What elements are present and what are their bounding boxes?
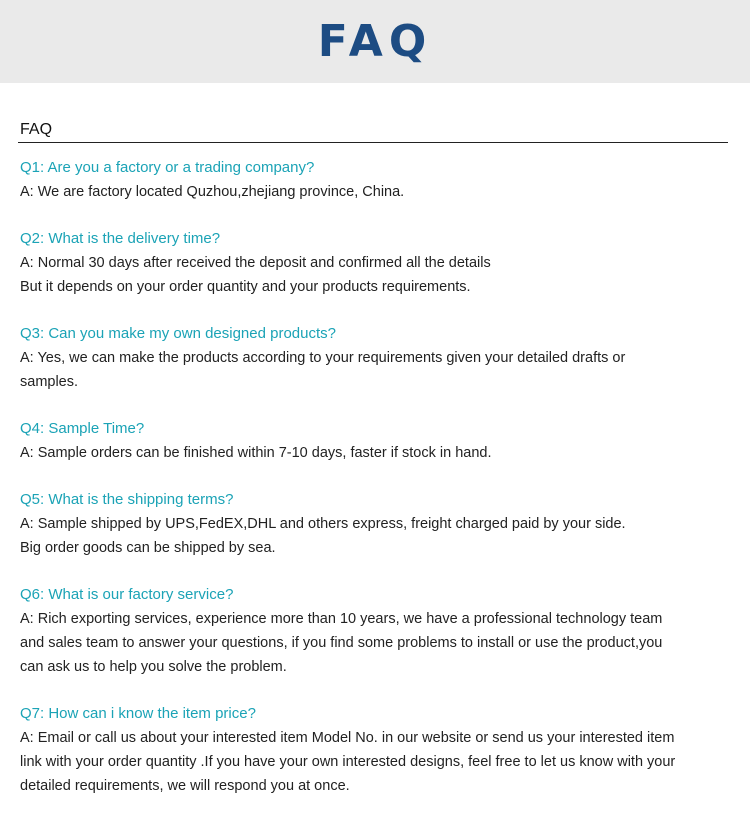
faq-answer-line: A: Yes, we can make the products according to your requirements given your detailed drafts or <box>20 350 626 366</box>
faq-answer-line: link with your order quantity .If you have your own interested designs, feel free to let us know with your <box>20 754 676 770</box>
section-title: FAQ <box>20 121 53 138</box>
faq-answer-line: A: Rich exporting services, experience more than 10 years, we have a professional technology team <box>20 611 663 627</box>
faq-item-5 <box>20 488 736 560</box>
faq-question: Q3: Can you make my own designed products? <box>20 325 337 342</box>
faq-answer-line: can ask us to help you solve the problem. <box>20 659 287 675</box>
faq-item-3 <box>20 322 736 394</box>
faq-item-1 <box>20 156 736 204</box>
faq-question: Q7: How can i know the item price? <box>20 705 256 722</box>
faq-question: Q1: Are you a factory or a trading company? <box>20 159 315 176</box>
faq-answer-line: detailed requirements, we will respond you at once. <box>20 778 350 794</box>
faq-item-7 <box>20 702 736 798</box>
banner-title: FAQ <box>317 16 433 67</box>
faq-answer-line: and sales team to answer your questions, if you find some problems to install or use the product,you <box>20 635 663 651</box>
section-divider <box>18 142 728 143</box>
faq-question: Q4: Sample Time? <box>20 420 145 437</box>
faq-answer-line: But it depends on your order quantity and your products requirements. <box>20 279 471 295</box>
faq-answer-line: A: Normal 30 days after received the deposit and confirmed all the details <box>20 255 491 271</box>
faq-item-6 <box>20 583 736 679</box>
faq-banner <box>0 0 750 83</box>
faq-answer-line: Big order goods can be shipped by sea. <box>20 540 276 556</box>
faq-item-4 <box>20 417 736 465</box>
faq-answer-line: A: We are factory located Quzhou,zhejiang province, China. <box>20 184 405 200</box>
faq-question: Q5: What is the shipping terms? <box>20 491 234 508</box>
faq-answer-line: A: Sample shipped by UPS,FedEX,DHL and others express, freight charged paid by your side. <box>20 516 626 532</box>
faq-question: Q6: What is our factory service? <box>20 586 234 603</box>
faq-answer-line: samples. <box>20 374 79 390</box>
faq-list <box>20 156 736 821</box>
faq-answer-line: A: Sample orders can be finished within 7-10 days, faster if stock in hand. <box>20 445 492 461</box>
faq-item-2 <box>20 227 736 299</box>
faq-answer-line: A: Email or call us about your interested item Model No. in our website or send us your interested item <box>20 730 675 746</box>
faq-question: Q2: What is the delivery time? <box>20 230 221 247</box>
